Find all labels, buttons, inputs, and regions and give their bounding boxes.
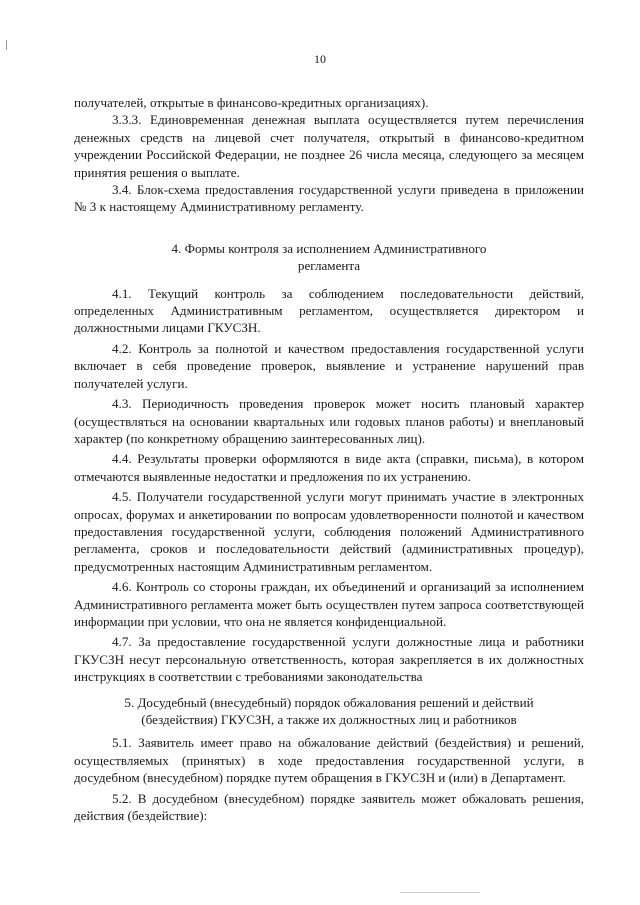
margin-mark: [6, 40, 7, 50]
paragraph-4-7: 4.7. За предоставление государственной услуги должностные лица и работники ГКУСЗН несут персональную ответственность, которая закрепляется в их должностных инструкциях в соответствии с требованиями законодательства: [74, 634, 584, 685]
section-4-title-line-2: регламента: [297, 258, 361, 274]
section-5-title: [74, 694, 584, 729]
paragraph-4-3: 4.3. Периодичность проведения проверок может носить плановый характер (осуществляться на основании квартальных или годовых планов работы) и внеплановый характер (по конкретному обращению заинтересованных лиц).: [74, 396, 584, 446]
paragraph-5-2: 5.2. В досудебном (внесудебном) порядке заявитель может обжаловать решения, действия (бездействие):: [74, 790, 584, 824]
paragraph-4-4: 4.4. Результаты проверки оформляются в виде акта (справки, письма), в котором отмечаются выявленные недостатки и предложения по их устранению.: [74, 451, 584, 484]
section-5-title-line-2: (бездействия) ГКУСЗН, а также их должностных лиц и работников: [141, 712, 517, 727]
paragraph-4-2: 4.2. Контроль за полнотой и качеством предоставления государственной услуги включает в себя проведение проверок, выявление и устранение нарушений прав получателей услуги.: [74, 340, 584, 391]
paragraph-4-1: 4.1. Текущий контроль за соблюдением последовательности действий, определенных Административным регламентом, осуществляется директором и должностными лицами ГКУСЗН.: [74, 285, 584, 336]
paragraph-5-1: 5.1. Заявитель имеет право на обжалование действий (бездействия) и решений, осуществляемых (принятых) в ходе предоставления государственной услуги, в досудебном (внесудебном) порядке путем обращения в ГКУСЗН и (или) в Департамент.: [74, 735, 584, 786]
paragraph-3-3-3: 3.3.3. Единовременная денежная выплата осуществляется путем перечисления денежных средств на лицевой счет получателя, открытый в финансово-кредитном учреждении Российской Федерации, не позднее 26 числа месяца, следующего за месяцем принятия решения о выплате.: [74, 112, 584, 180]
document-body: [74, 94, 584, 824]
bottom-scan-line: [400, 892, 480, 893]
paragraph-continuation: получателей, открытые в финансово-кредитных организациях).: [74, 95, 429, 110]
section-5-title-line-1: 5. Досудебный (внесудебный) порядок обжалования решений и действий: [124, 694, 534, 710]
page-number: 10: [314, 52, 326, 66]
paragraph-4-6: 4.6. Контроль со стороны граждан, их объединений и организаций за исполнением Административного регламента может быть осуществлен путем запроса соответствующей информации при условии, что она не является конфиденциальной.: [74, 579, 584, 629]
paragraph-3-4: 3.4. Блок-схема предоставления государственной услуги приведена в приложении № 3 к настоящему Административному регламенту.: [74, 182, 584, 215]
section-4-title: [74, 240, 584, 275]
section-4-title-line-1: 4. Формы контроля за исполнением Административного: [171, 240, 487, 256]
paragraph-4-5: 4.5. Получатели государственной услуги могут принимать участие в электронных опросах, форумах и анкетировании по вопросам удовлетворенности полнотой и качеством предоставления государственной услуги, соблюдения положений Административного регламента, сроков и последовательности действий (административных процедур), предусмотренных настоящим Административным регламентом.: [74, 489, 584, 574]
